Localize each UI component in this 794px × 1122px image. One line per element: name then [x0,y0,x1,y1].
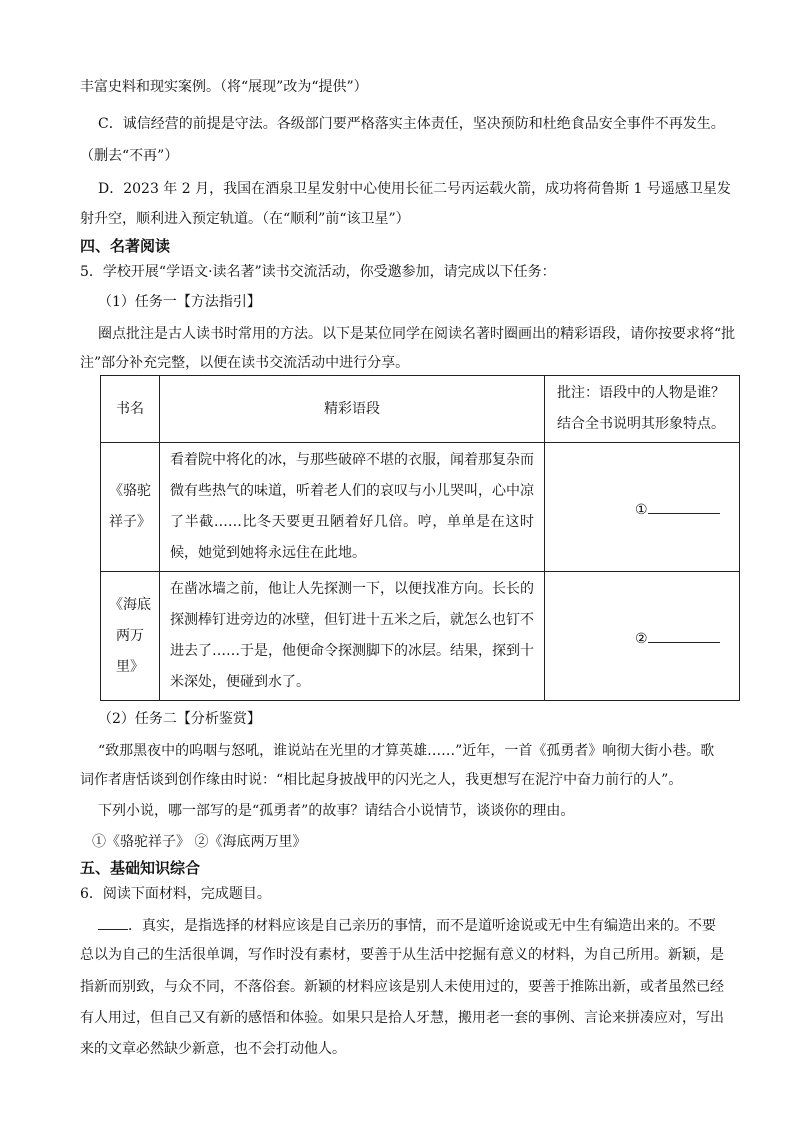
table-header-row [101,376,740,443]
option-c: C．诚信经营的前提是守法。各级部门要严格落实主体责任，坚决预防和杜绝食品安全事件不再发生。 [98,116,725,132]
material-line: 总以为自己的生活很单调，写作时没有素材，要善于从生活中挖掘有意义的材料，为自己所用。新颖，是 [80,947,724,963]
answer-mark: ② [635,630,648,647]
answer-blank[interactable] [648,497,720,514]
passage-cell: 在凿冰墙之前，他让人先探测一下，以便找准方向。长长的探测棒钉进旁边的冰壁，但钉进十五米之后，就怎么也钉不进去了……于是，他便命令探测脚下的冰层。结果，探到十米深处，便碰到水了。 [160,572,545,701]
header-note [545,376,740,443]
task-1-title: （1）任务一【方法指引】 [98,294,261,310]
annotation-table [100,375,740,701]
answer-mark: ① [635,501,648,518]
answer-cell[interactable] [545,572,740,701]
table-row [101,443,740,572]
table-row [101,572,740,701]
text-line: 注”部分补充完整，以便在读书交流活动中进行分享。 [80,355,410,371]
header-book: 书名 [101,376,160,443]
question-6: 6．阅读下面材料，完成题目。 [80,886,271,902]
text-line: 下列小说，哪一部写的是“孤勇者”的故事？请结合小说情节，谈谈你的理由。 [98,803,575,819]
material-line: 有人用过，但自己又有新的感悟和体验。如果只是拾人牙慧，搬用老一套的事例、言论来拼凑应对，写出 [80,1010,724,1026]
text-line: 词作者唐恬谈到创作缘由时说：“相比起身披战甲的闪光之人，我更想写在泥泞中奋力前行的人”。 [80,772,683,788]
text-line: （删去“不再”） [80,148,179,164]
header-note-line2: 结合全书说明其形象特点。 [557,416,725,432]
book-cell: 《骆驼 祥子》 [101,443,160,572]
task-2-title: （2）任务二【分析鉴赏】 [98,711,261,727]
passage-cell: 看着院中将化的冰，与那些破碎不堪的衣服，闻着那复杂而微有些热气的味道，听着老人们的哀叹与小儿哭叫，心中凉了半截……比冬天要更丑陋着好几倍。哼，单单是在这时候，她觉到她将永远住在此地。 [160,443,545,572]
book-cell: 《海底 两万 里》 [101,572,160,701]
material-line: ．真实，是指选择的材料应该是自己亲历的事情，而不是道听途说或无中生有编造出来的。不要 [98,915,716,936]
material-line: 指新而别致，与众不同，不落俗套。新颖的材料应该是别人未使用过的，要善于推陈出新，或者虽然已经 [80,979,724,995]
text-line: “致那黑夜中的呜咽与怒吼，谁说站在光里的才算英雄……”近年，一首《孤勇者》响彻大街小巷。歌 [98,743,715,759]
header-note-line1: 批注：语段中的人物是谁？ [557,385,725,401]
section-heading: 五、基础知识综合 [80,859,201,877]
option-d: D．2023 年 2 月，我国在酒泉卫星发射中心使用长征二号丙运载火箭，成功将荷鲁斯 1 号遥感卫星发 [98,181,731,197]
text-line: 圈点批注是古人读书时常用的方法。以下是某位同学在阅读名著时圈画出的精彩语段，请你按要求将“批 [98,326,736,342]
answer-cell[interactable] [545,443,740,572]
section-heading: 四、名著阅读 [80,237,171,255]
question-5: 5．学校开展“学语文·读名著”读书交流活动，你受邀参加，请完成以下任务： [80,264,556,280]
fill-blank[interactable] [98,915,128,930]
answer-blank[interactable] [648,626,720,643]
material-line: 来的文章必然缺少新意，也不会打动他人。 [80,1041,346,1057]
novel-options: ①《骆驼祥子》 ②《海底两万里》 [92,834,307,850]
header-passage: 精彩语段 [160,376,545,443]
text-line: 射升空，顺利进入预定轨道。（在“顺利”前“该卫星”） [80,211,410,227]
text-line: 丰富史料和现实案例。（将“展现”改为“提供”） [80,79,368,95]
